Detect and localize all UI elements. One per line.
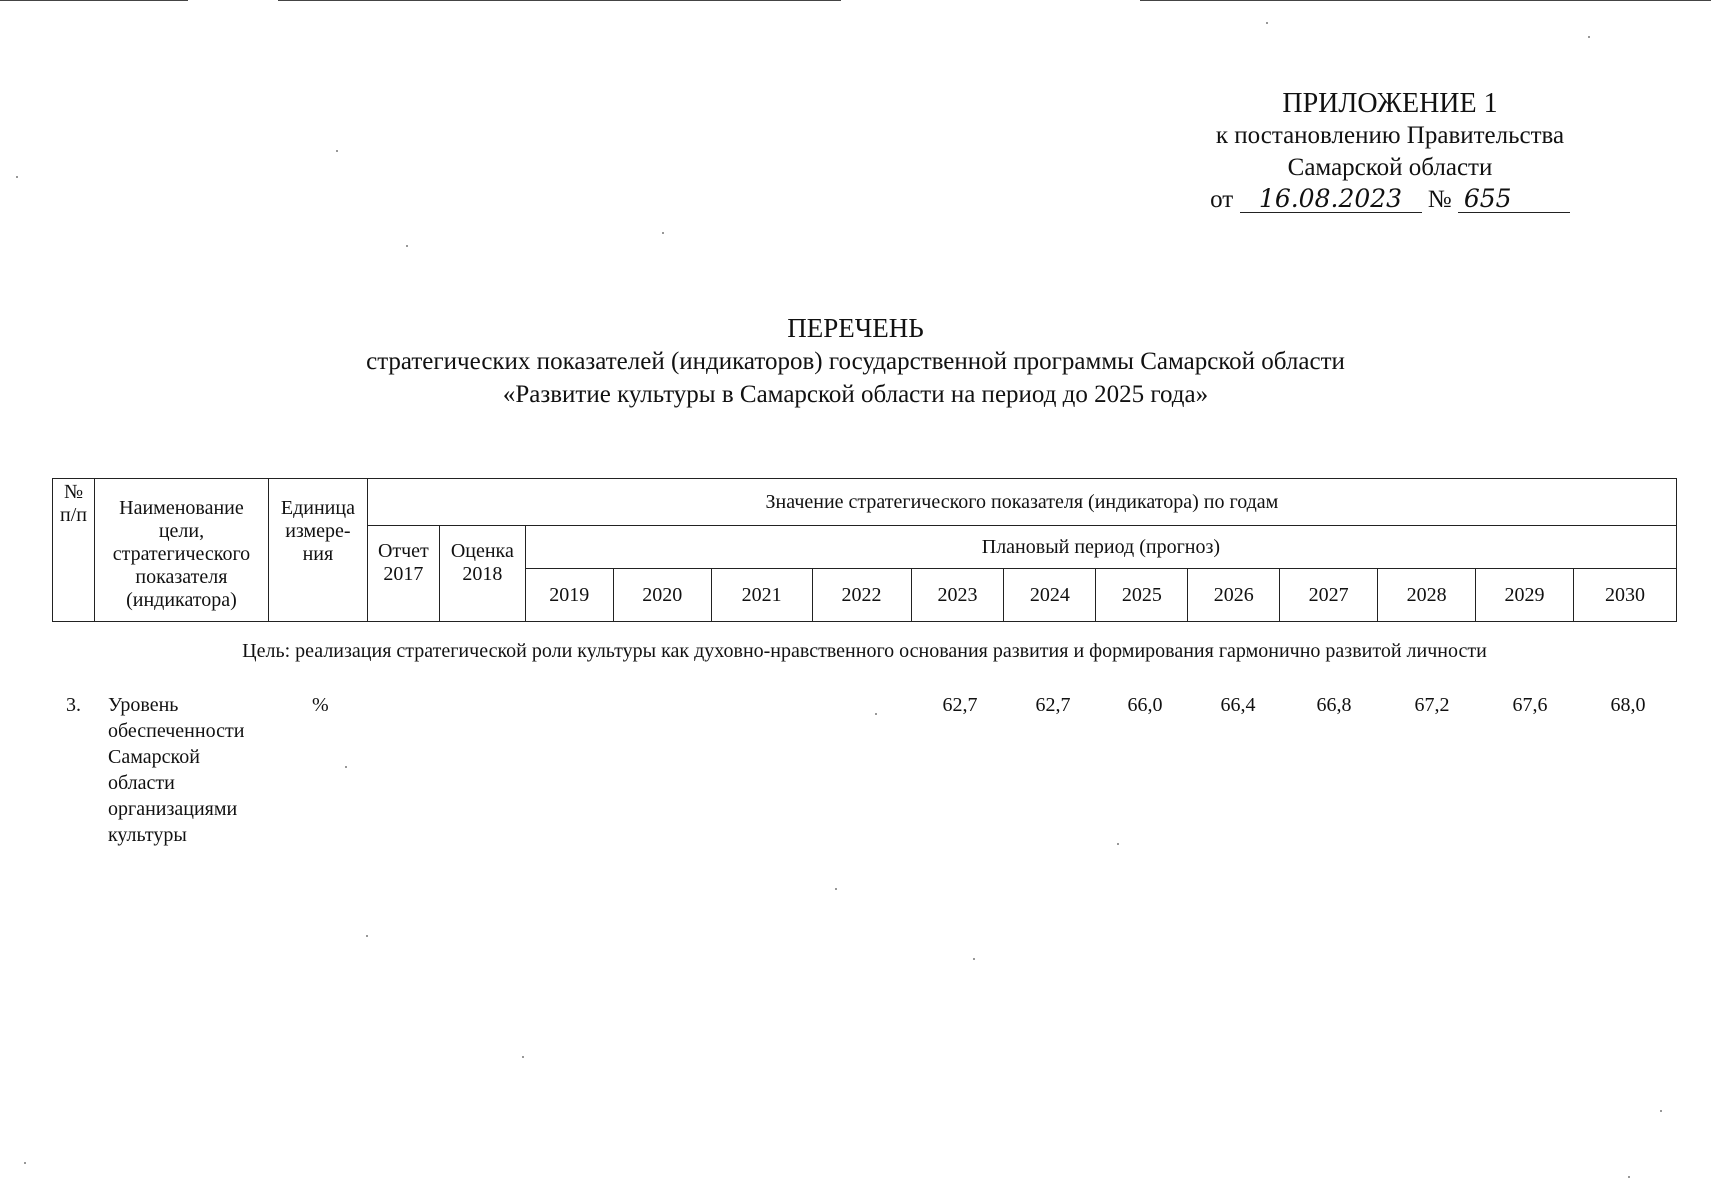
scan-speck	[336, 150, 338, 152]
date-prefix: от	[1210, 186, 1234, 213]
header-estimate-2018: Оценка 2018	[439, 526, 525, 622]
title-line2: стратегических показателей (индикаторов) государственной программы Самарской области	[366, 348, 1345, 375]
scan-speck	[1117, 843, 1119, 845]
date-number-line	[1210, 184, 1570, 216]
scan-speck	[1628, 1176, 1630, 1178]
year-header: 2022	[812, 569, 911, 622]
appendix-title: ПРИЛОЖЕНИЕ 1	[1282, 88, 1498, 119]
scan-speck	[973, 958, 975, 960]
scan-speck	[662, 232, 664, 234]
row-number: 3.	[66, 694, 81, 716]
row-value-2028: 67,2	[1414, 694, 1450, 716]
appendix-block	[1160, 88, 1620, 216]
scan-rule	[0, 0, 188, 1]
header-num: № п/п	[53, 479, 95, 622]
year-header: 2027	[1280, 569, 1378, 622]
row-value-2027: 66,8	[1316, 694, 1352, 716]
year-header: 2021	[711, 569, 812, 622]
year-header: 2028	[1378, 569, 1476, 622]
scan-rule	[278, 0, 841, 1]
row-unit: %	[312, 694, 329, 716]
row-value-2026: 66,4	[1220, 694, 1256, 716]
year-header: 2024	[1004, 569, 1096, 622]
header-unit: Единица измере-ния	[268, 479, 367, 622]
row-value-2024: 62,7	[1035, 694, 1071, 716]
number-prefix: №	[1427, 186, 1452, 213]
handwritten-number: 655	[1458, 186, 1570, 213]
row-value-2029: 67,6	[1512, 694, 1548, 716]
row-value-2030: 68,0	[1610, 694, 1646, 716]
year-header: 2023	[911, 569, 1004, 622]
appendix-line3: Самарской области	[1287, 154, 1493, 181]
scan-speck	[835, 888, 837, 890]
title-line3: «Развитие культуры в Самарской области на период до 2025 года»	[502, 381, 1209, 408]
title-main: ПЕРЕЧЕНЬ	[787, 313, 924, 343]
scan-speck	[406, 245, 408, 247]
scan-speck	[345, 766, 347, 768]
year-header: 2020	[613, 569, 711, 622]
header-values-group: Значение стратегического показателя (индикатора) по годам	[367, 479, 1676, 526]
scan-speck	[24, 1162, 26, 1164]
year-header: 2026	[1188, 569, 1280, 622]
handwritten-date: 16.08.2023	[1240, 186, 1422, 213]
appendix-line2: к постановлению Правительства	[1215, 122, 1565, 149]
scan-speck	[875, 713, 877, 715]
goal-text: Цель: реализация стратегической роли культуры как духовно-нравственного основания развития и формирования гармонично развитой личности	[242, 640, 1487, 662]
document-title	[0, 312, 1711, 411]
scan-rule	[1140, 0, 1711, 1]
row-value-2023: 62,7	[942, 694, 978, 716]
scan-speck	[366, 935, 368, 937]
row-indicator-name: Уровень обеспеченности Самарской области организациями культуры	[108, 694, 245, 846]
indicators-table-header	[52, 478, 1677, 622]
year-header: 2019	[525, 569, 613, 622]
header-name: Наименование цели, стратегического показателя (индикатора)	[94, 479, 268, 622]
header-report-2017: Отчет 2017	[367, 526, 439, 622]
scan-speck	[1266, 22, 1268, 24]
year-header: 2030	[1573, 569, 1676, 622]
scan-speck	[1588, 36, 1590, 38]
row-value-2025: 66,0	[1127, 694, 1163, 716]
year-header: 2029	[1476, 569, 1574, 622]
header-plan-period: Плановый период (прогноз)	[525, 526, 1676, 569]
year-header: 2025	[1096, 569, 1188, 622]
scan-speck	[522, 1056, 524, 1058]
scan-speck	[16, 176, 18, 178]
scan-speck	[1660, 1110, 1662, 1112]
